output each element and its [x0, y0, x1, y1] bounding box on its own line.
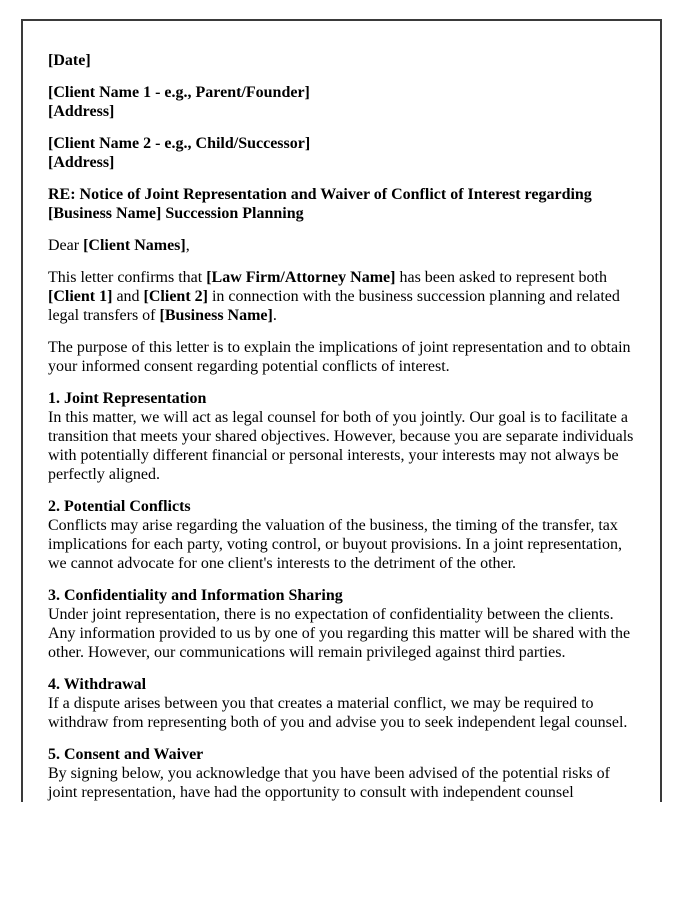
section-1-joint-representation: [48, 389, 638, 484]
date-line: [48, 51, 638, 70]
client1-placeholder: [Client 1]: [48, 288, 113, 305]
salutation-line: [48, 236, 638, 255]
text-segment: This letter confirms that: [48, 269, 207, 286]
section-2-heading: 2. Potential Conflicts: [48, 498, 191, 515]
text-segment: Under joint representation, there is no expectation of confidentiality between the clients. Any information provided to us by one of you regarding this matter will be shared with the other. However, our communications will remain privileged against third parties.: [48, 606, 631, 661]
section-2-potential-conflicts: [48, 497, 638, 573]
text-segment: The purpose of this letter is to explain the implications of joint representation and to obtain your informed consent regarding potential conflicts of interest.: [48, 339, 631, 375]
law-firm-placeholder: [Law Firm/Attorney Name]: [206, 269, 396, 286]
section-3-heading: 3. Confidentiality and Information Sharing: [48, 587, 343, 604]
client2-address-block: [48, 134, 638, 172]
text-segment: If a dispute arises between you that creates a material conflict, we may be required to withdraw from representing both of you and advise you to seek independent legal counsel.: [48, 695, 628, 731]
client-names-placeholder: [Client Names]: [83, 237, 186, 254]
text-segment: In this matter, we will act as legal counsel for both of you jointly. Our goal is to facilitate a transition that meets your shared objectives. However, because you are separate individuals with potentially different financial or personal interests, your interests may not always be perfectly aligned.: [48, 409, 634, 483]
client1-name-placeholder: [Client Name 1 - e.g., Parent/Founder]: [48, 84, 310, 101]
purpose-paragraph: [48, 338, 638, 376]
client2-placeholder: [Client 2]: [143, 288, 208, 305]
client1-address-block: [48, 83, 638, 121]
section-1-heading: 1. Joint Representation: [48, 390, 207, 407]
letter-page: [21, 19, 662, 802]
section-5-consent-waiver: [48, 745, 638, 802]
client2-address-placeholder: [Address]: [48, 154, 115, 171]
section-3-confidentiality: [48, 586, 638, 662]
client1-address-placeholder: [Address]: [48, 103, 115, 120]
text-segment: in connection with the business succession planning and related legal transfers of: [48, 288, 620, 324]
text-segment: ,: [185, 237, 190, 254]
text-segment: Dear: [48, 237, 84, 254]
text-segment: .: [272, 307, 277, 324]
section-5-heading: 5. Consent and Waiver: [48, 746, 204, 763]
business-name-placeholder: [Business Name]: [159, 307, 273, 324]
re-subject-line: [48, 185, 638, 223]
client2-name-placeholder: [Client Name 2 - e.g., Child/Successor]: [48, 135, 311, 152]
text-segment: By signing below, you acknowledge that you have been advised of the potential risks of joint representation, have had the opportunity to consult with independent counsel: [48, 765, 610, 801]
letter-body: [48, 51, 638, 802]
section-4-heading: 4. Withdrawal: [48, 676, 147, 693]
date-placeholder: [Date]: [48, 52, 91, 69]
subject-text: RE: Notice of Joint Representation and Waiver of Conflict of Interest regarding [Business Name] Succession Planning: [48, 186, 592, 222]
confirmation-paragraph: [48, 268, 638, 325]
text-segment: and: [112, 288, 144, 305]
section-4-withdrawal: [48, 675, 638, 732]
text-segment: Conflicts may arise regarding the valuation of the business, the timing of the transfer, tax implications for each party, voting control, or buyout provisions. In a joint representation, we cannot advocate for one client's interests to the detriment of the other.: [48, 517, 622, 572]
text-segment: has been asked to represent both: [395, 269, 607, 286]
